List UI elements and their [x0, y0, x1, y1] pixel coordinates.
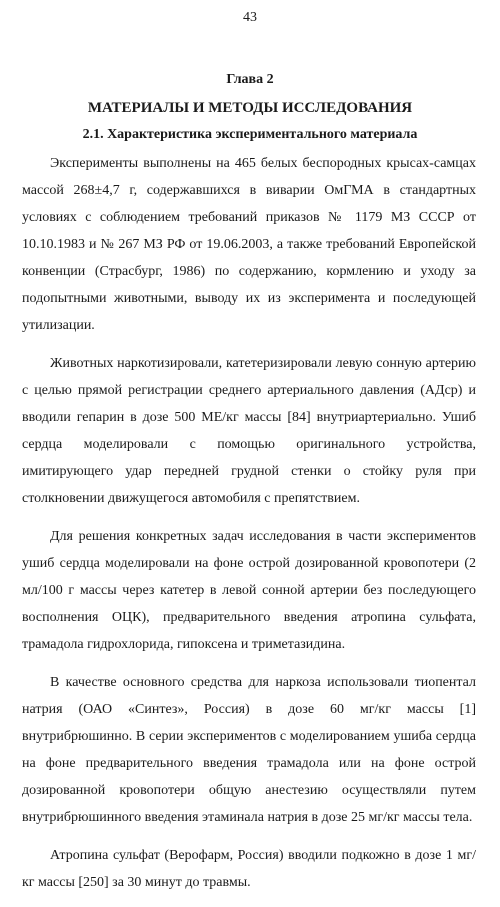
- chapter-title: МАТЕРИАЛЫ И МЕТОДЫ ИССЛЕДОВАНИЯ: [87, 100, 413, 116]
- chapter-heading: Глава 2: [226, 72, 274, 87]
- paragraph: Для решения конкретных задач исследования в части экспериментов ушиб сердца моделировали на фоне острой дозированной кровопотери (2 мл/100 г массы через катетер в левой сонной артерии без последующего восполнения ОЦК), предварительного введения атропина сульфата, трамадола гидрохлорида, гипоксена и триметазидина.: [22, 529, 476, 652]
- paragraph: Эксперименты выполнены на 465 белых беспородных крысах-самцах массой 268±4,7 г, содержавшихся в виварии ОмГМА в стандартных условиях с соблюдением требований приказов № 1179 МЗ СССР от 10.10.1983 и № 267 МЗ РФ от 19.06.2003, а также требований Европейской конвенции (Страсбург, 1986) по содержанию, кормлению и уходу за подопытными животными, выводу их из эксперимента и последующей утилизации.: [22, 156, 476, 333]
- page-number: 43: [243, 10, 257, 25]
- section-heading: 2.1. Характеристика экспериментального материала: [82, 127, 418, 142]
- paragraph: Атропина сульфат (Верофарм, Россия) вводили подкожно в дозе 1 мг/кг массы [250] за 30 минут до травмы.: [22, 848, 476, 890]
- body-text: [22, 150, 476, 907]
- paragraph: В качестве основного средства для наркоза использовали тиопентал натрия (ОАО «Синтез», Россия) в дозе 60 мг/кг массы [1] внутрибрюшинно. В серии экспериментов с моделированием ушиба сердца на фоне предварительного введения трамадола или на фоне острой дозированной кровопотери общую анестезию осуществляли путем внутрибрюшинного введения этаминала натрия в дозе 25 мг/кг массы тела.: [22, 675, 476, 825]
- paragraph: Животных наркотизировали, катетеризировали левую сонную артерию с целью прямой регистрации среднего артериального давления (АДср) и вводили гепарин в дозе 500 МЕ/кг массы [84] внутриартериально. Ушиб сердца моделировали с помощью оригинального устройства, имитирующего удар передней грудной стенки о стойку руля при столкновении движущегося автомобиля с препятствием.: [22, 356, 476, 506]
